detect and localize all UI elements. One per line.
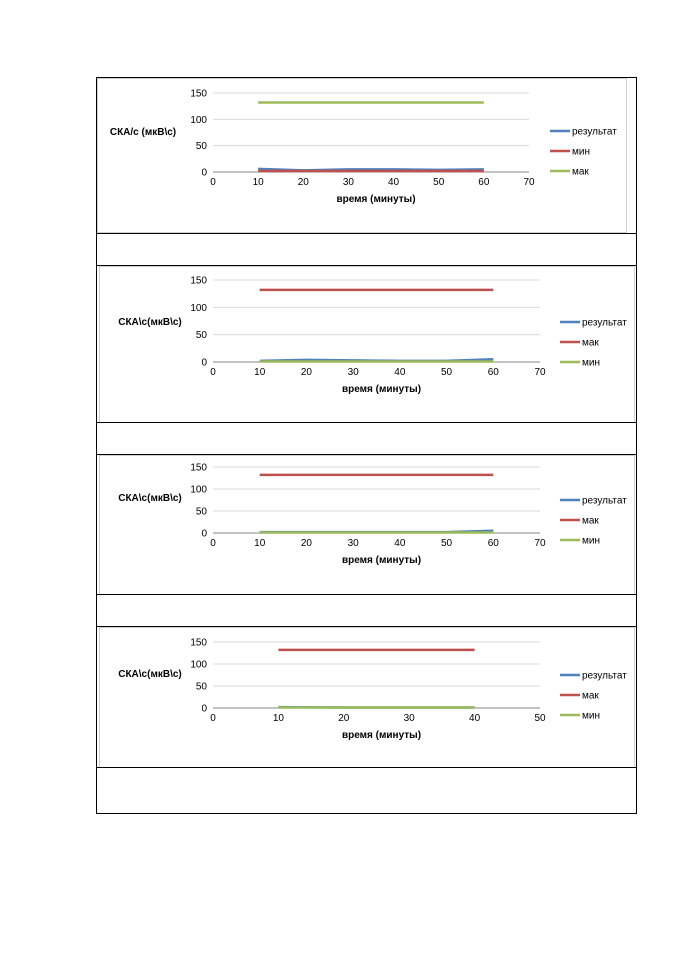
caption-row-4 <box>97 767 636 813</box>
x-axis-label: время (минуты) <box>341 384 422 395</box>
x-tick-label: 60 <box>487 538 499 549</box>
caption-row-3 <box>97 594 636 626</box>
y-axis-label: СКА\с(мкВ\с) <box>118 493 182 504</box>
y-tick-label: 150 <box>190 275 207 287</box>
x-tick-label: 10 <box>272 713 284 724</box>
x-axis-label: время (минуты) <box>336 194 416 205</box>
y-tick-label: 0 <box>201 357 207 369</box>
legend-label: мак <box>582 515 599 527</box>
legend-label: результат <box>582 317 627 329</box>
chart-row-2 <box>97 265 636 422</box>
y-tick-label: 100 <box>190 114 207 126</box>
legend-label: мин <box>582 535 600 547</box>
chart-row-1 <box>97 78 636 233</box>
x-tick-label: 30 <box>347 538 359 549</box>
x-tick-label: 20 <box>300 538 312 549</box>
legend-label: результат <box>572 126 617 138</box>
x-tick-label: 60 <box>478 177 490 188</box>
chart-frame-1 <box>97 78 627 233</box>
x-tick-label: 40 <box>394 538 406 549</box>
x-tick-label: 30 <box>347 367 359 378</box>
y-tick-label: 0 <box>201 167 207 179</box>
x-tick-label: 40 <box>388 177 400 188</box>
chart-frame-4 <box>99 627 635 768</box>
x-axis-label: время (минуты) <box>341 730 422 741</box>
caption-row-1 <box>97 233 636 265</box>
legend-label: мак <box>582 337 599 349</box>
legend-label: мак <box>572 166 589 178</box>
x-tick-label: 20 <box>300 367 312 378</box>
x-tick-label: 10 <box>252 177 264 188</box>
y-tick-label: 50 <box>195 506 207 518</box>
y-tick-label: 50 <box>195 141 207 153</box>
legend-label: результат <box>582 495 627 507</box>
legend-label: мин <box>582 710 600 722</box>
x-tick-label: 10 <box>254 367 266 378</box>
legend-label: мин <box>582 357 600 369</box>
x-tick-label: 0 <box>210 713 216 724</box>
y-tick-label: 100 <box>190 484 207 496</box>
document-table <box>96 77 637 814</box>
x-tick-label: 70 <box>534 367 546 378</box>
chart-2 <box>100 267 636 424</box>
chart-row-3 <box>97 454 636 594</box>
x-tick-label: 50 <box>433 177 445 188</box>
x-tick-label: 20 <box>338 713 350 724</box>
legend-label: мин <box>572 146 590 158</box>
chart-frame-3 <box>99 455 635 595</box>
chart-row-4 <box>97 626 636 767</box>
x-tick-label: 20 <box>297 177 309 188</box>
x-tick-label: 0 <box>210 177 216 188</box>
y-tick-label: 50 <box>195 330 207 342</box>
caption-row-2 <box>97 422 636 454</box>
y-axis-label: СКА/с (мкВ\с) <box>109 127 177 138</box>
x-tick-label: 30 <box>403 713 415 724</box>
x-tick-label: 50 <box>441 367 453 378</box>
chart-frame-2 <box>99 266 635 423</box>
y-tick-label: 100 <box>190 659 207 671</box>
y-tick-label: 150 <box>190 88 207 100</box>
y-tick-label: 0 <box>201 528 207 540</box>
chart-1 <box>98 79 628 234</box>
legend-label: результат <box>582 670 627 682</box>
x-tick-label: 0 <box>210 538 216 549</box>
y-axis-label: СКА\с(мкВ\с) <box>118 317 182 328</box>
chart-4 <box>100 628 636 769</box>
x-tick-label: 0 <box>210 367 216 378</box>
x-tick-label: 60 <box>487 367 499 378</box>
x-tick-label: 70 <box>523 177 535 188</box>
x-tick-label: 70 <box>534 538 546 549</box>
y-tick-label: 100 <box>190 302 207 314</box>
y-tick-label: 150 <box>190 637 207 649</box>
x-tick-label: 10 <box>254 538 266 549</box>
x-tick-label: 30 <box>342 177 354 188</box>
y-axis-label: СКА\с(мкВ\с) <box>118 669 182 680</box>
x-tick-label: 50 <box>534 713 546 724</box>
x-tick-label: 50 <box>441 538 453 549</box>
y-tick-label: 150 <box>190 462 207 474</box>
chart-3 <box>100 456 636 596</box>
legend-label: мак <box>582 690 599 702</box>
x-tick-label: 40 <box>469 713 481 724</box>
x-tick-label: 40 <box>394 367 406 378</box>
x-axis-label: время (минуты) <box>341 555 422 566</box>
y-tick-label: 50 <box>195 681 207 693</box>
y-tick-label: 0 <box>201 703 207 715</box>
